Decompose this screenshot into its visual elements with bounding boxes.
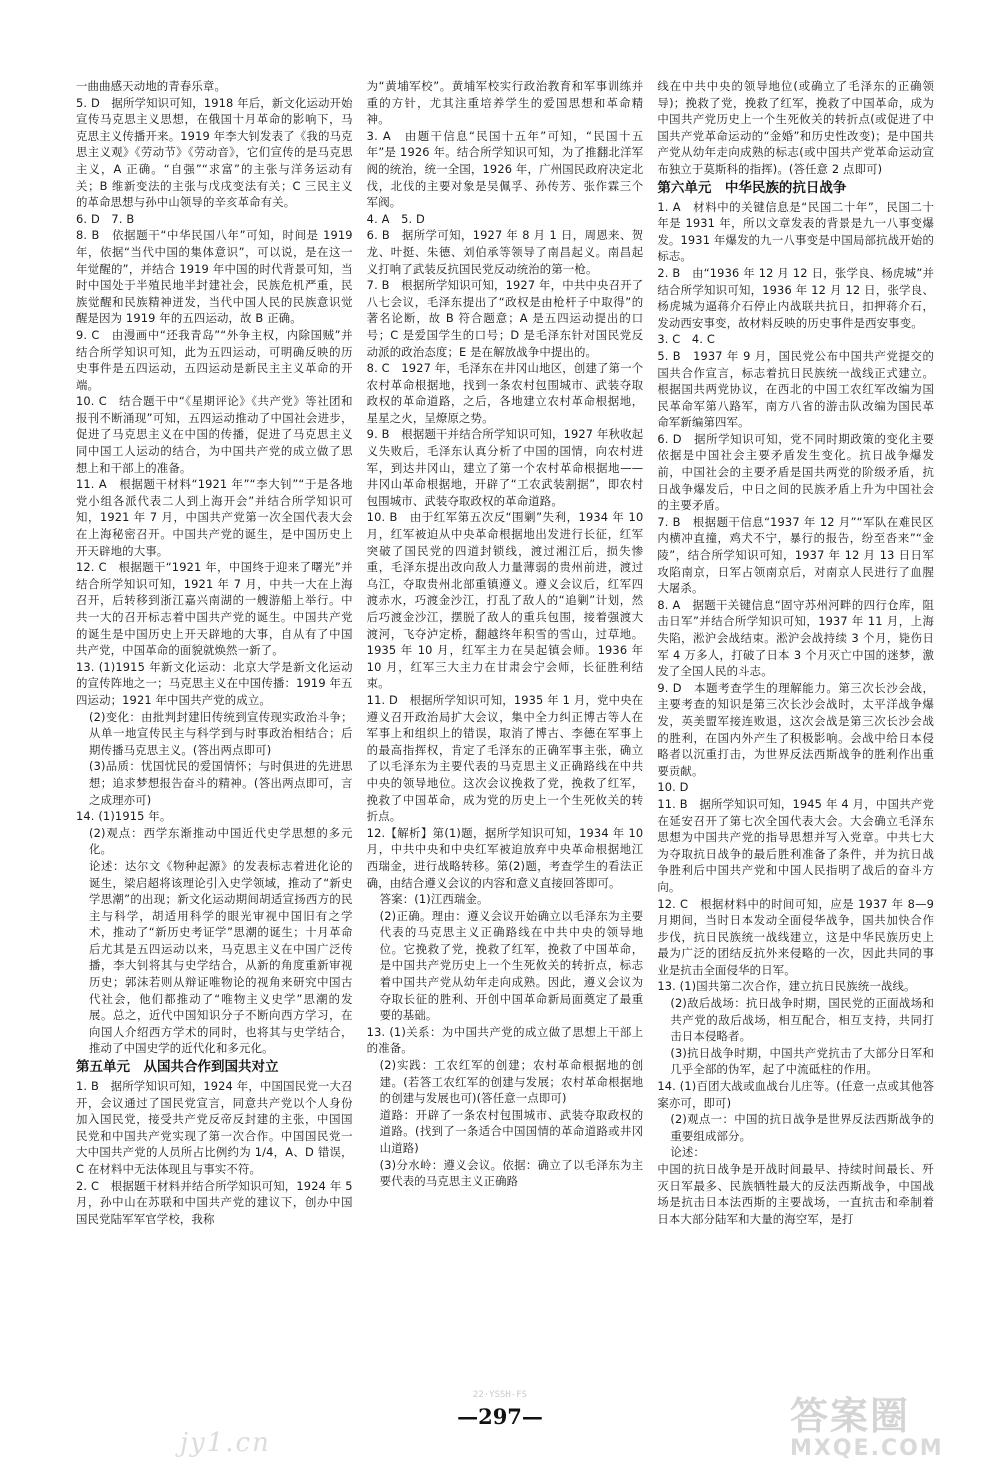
unit-heading: 第六单元 中华民族的抗日战争 [657,179,847,196]
answer-paragraph: (2)实践：工农红军的创建；农村革命根据地的创建。(若答工农红军的创建与发展；农村革命根据地的创建与发展也可)(答任意一点即可) [379,1058,644,1106]
answer-paragraph: 11. A 根据题干材料“1921 年”“李大钊”“于是各地党小组各派代表二人到上海开会”并结合所学知识可知，1921 年 7 月，中国共产党第一次全国代表大会在上海秘密召开。中国共产党的诞生，是中国历史上开天辟地的大事。 [76,477,353,558]
watermark-site-left: jy1.cn [180,1428,271,1458]
answer-paragraph: 为“黄埔军校”。黄埔军校实行政治教育和军事训练并重的方针，尤其注重培养学生的爱国思想和革命精神。 [366,79,644,127]
answer-paragraph: (2)观点：西学东渐推动中国近代史学思想的多元化。 [89,825,353,857]
answer-paragraph: 6. D 据所学知识可知，党不同时期政策的变化主要依据是中国社会主要矛盾发生变化。抗日战争爆发前，中国社会的主要矛盾是国共两党的阶级矛盾，抗日战争爆发后，中日之间的民族矛盾上升为中国社会的主要矛盾。 [657,431,935,513]
answer-paragraph: 2. B 由“1936 年 12 月 12 日，张学良、杨虎城”并结合所学知识可知，1936 年 12 月 12 日，张学良、杨虎城为逼蒋介石停止内战联共抗日，扣押蒋介石，发动西安事变，故材料反映的历史事件是西安事变。 [657,265,935,330]
answer-paragraph: 13. (1)1915 年新文化运动：北京大学是新文化运动的宣传阵地之一；马克思主义在中国传播：1919 年五四运动；1921 年中国共产党的成立。 [76,659,353,707]
answer-paragraph: 12.【解析】第(1)题，据所学知识可知，1934 年 10 月，中共中央和中央红军被迫放弃中央革命根据地江西瑞金，进行战略转移。第(2)题，考查学生的看法正确，由结合遵义会议的内容和意义直接回答即可。 [366,825,644,890]
answer-paragraph: 10. B 由于红军第五次反“围剿”失利，1934 年 10 月，红军被迫从中央革命根据地出发进行长征，红军突破了国民党的四道封锁线，渡过湘江后，损失惨重，毛泽东提出改向敌人力量薄弱的贵州前进，渡过乌江，夺取贵州北部重镇遵义。遵义会议后，红军四渡赤水，巧渡金沙江，打乱了敌人的“追剿”计划，然后巧渡金沙江，摆脱了敌人的重兵包围，接着强渡大渡河，飞夺泸定桥，翻越终年积雪的雪山，过草地。1935 年 10 月，红军主力在吴起镇会师。1936 年 10 月，红军三大主力在甘肃会宁会师，长征胜利结束。 [366,510,644,691]
answer-paragraph: 论述：达尔文《物种起源》的发表标志着进化论的诞生，梁启超将该理论引入史学领域，推动了“新史学思潮”的出现；新文化运动期间胡适宣扬西方的民主与科学，胡适用科学的眼光审视中国旧有之学术，推动了“新历史考证学”思潮的诞生；十月革命后尤其是五四运动以来，马克思主义在中国广泛传播，李大钊将其与史学结合，从新的角度重新审视历史；郭沫若则从辩证唯物论的视角来研究中国古代社会，他们都推动了“唯物主义史学”思潮的发展。总之，近代中国知识分子不断向西方学习，在向国人介绍西方学术的同时，也将其与史学结合，推动了中国史学的近代化和多元化。 [89,858,353,1056]
answer-paragraph: 11. B 据所学知识可知，1945 年 4 月，中国共产党在延安召开了第七次全国代表大会。大会确立毛泽东思想为中国共产党的指导思想并写入党章。中共七大为夺取抗日战争的最后胜利准备了条件，并为抗日战争胜利后中国共产党和中国人民指明了战后的奋斗方向。 [657,796,935,894]
answer-paragraph: 14. (1)1915 年。 [76,809,172,824]
answer-paragraph: (2)变化：由批判封建旧传统到宣传现实政治斗争；从单一地宣传民主与科学到与时事政治相结合；后期传播马克思主义。(答出两点即可) [89,709,353,757]
answer-paragraph: 8. A 据题干关键信息“固守苏州河畔的四行仓库，阻击日军”并结合所学知识可知，1937 年 11 月，上海失陷，淞沪会战结束。淞沪会战持续 3 个月，毙伤日军 4 万多人，打破了日本 3 个月灭亡中国的迷梦，激发了全国人民的斗志。 [657,597,935,679]
answer-paragraph: (2)正确。理由：遵义会议开始确立以毛泽东为主要代表的马克思主义正确路线在中共中央的领导地位。它挽救了党，挽救了红军，挽救了中国革命，是中国共产党历史上一个生死攸关的转折点，标志着中国共产党从幼年走向成熟。因此，遵义会议为夺取长征的胜利、开创中国革命新局面奠定了最重要的基础。 [379,908,644,1023]
watermark-logo-text: 答案圈 [790,1394,911,1438]
column-left [76,78,353,1400]
unit-heading: 第五单元 从国共合作到国共对立 [76,1059,279,1076]
answer-paragraph: (3)分水岭：遵义会议。依据：确立了以毛泽东为主要代表的马克思主义正确路 [379,1157,644,1189]
answer-paragraph: 3. A 由题干信息“民国十五年”可知，“民国十五年”是 1926 年。结合所学知识可知，为了推翻北洋军阀的统治，统一全国，1926 年，广州国民政府决定北伐，北伐的主要对象是吴佩孚、孙传芳、张作霖三个军阀。 [366,128,644,210]
answer-paragraph: 7. B 根据题干信息“1937 年 12 月”“军队在难民区内横冲直撞，鸡犬不宁，暴行的报告，纷至沓来”“金陵”，结合所学知识可知，1937 年 12 月 13 日日军攻陷南京，日军占领南京后，对南京人民进行了血腥大屠杀。 [657,514,935,596]
column-right [657,78,934,1400]
answer-paragraph: 13. (1)国共第二次合作，建立抗日民族统一战线。 [657,979,916,994]
answer-paragraph: 14. (1)百团大战或血战台儿庄等。(任意一点或其他答案亦可，即可) [657,1079,935,1110]
answer-paragraph: 10. C 结合题干中“《星期评论》《共产党》等社团和报刊不断涌现”可知，五四运动推动了中国社会进步，促进了马克思主义在中国的传播，促进了马克思主义同中国工人运动的结合，为中国共产党的成立做了思想上和干部上的准备。 [76,394,353,475]
answer-paragraph: (2)敌后战场：抗日战争时期，国民党的正面战场和共产党的敌后战场，相互配合，相互支持，共同打击日本侵略者。 [670,996,935,1044]
answer-paragraph: 9. D 本题考查学生的理解能力。第三次长沙会战，主要考查的知识是第三次长沙会战时，太平洋战争爆发，英美盟军接连败退，这次会战是第三次长沙会战的胜利，在国内外产生了积极影响。会战中给日本侵略者以沉重打击，为世界反法西斯战争的胜利作出重要贡献。 [657,680,935,778]
answer-paragraph: 5. D 据所学知识可知，1918 年后，新文化运动开始宣传马克思主义思想，在俄国十月革命的影响下，马克思主义传播开来。1919 年李大钊发表了《我的马克思主义观》《劳动节》《劳动音》，它们宣传的是马克思主义，A 正确。“自强”“求富”的主张与洋务运动有关；B 维新变法的主张与戊戌变法有关；C 三民主义的革命思想与孙中山领导的辛亥革命有关。 [76,95,353,210]
answer-paragraph: 一曲曲感天动地的青春乐章。 [76,79,227,93]
answer-paragraph: 中国的抗日战争是开战时间最早、持续时间最长、歼灭日军最多、民族牺牲最大的反法西斯战争，中国战场是抗击日本法西斯的主要战场，一直抗击和牵制着日本大部分陆军和大量的海空军，是打 [657,1162,935,1226]
column-middle [367,78,644,1400]
answer-paragraph: 12. C 根据材料中的时间可知，应是 1937 年 8—9 月期间，当时日本发动全面侵华战争，国共加快合作步伐，抗日民族统一战线建立，这是中华民族历史上最为广泛的团结反抗外来侵略的一次，因此共同的事业是抗击全面侵华的日军。 [657,896,935,977]
watermark-site-right: MXQE.COM [790,1436,944,1461]
answer-paragraph: 7. B 根据所学知识可知，1927 年，中共中央召开了八七会议，毛泽东提出了“政权是由枪杆子中取得”的著名论断，故 B 符合题意；A 是五四运动提出的口号；C 是爱国学生的口号；D 是毛泽东针对国民党反动派的政治态度；E 是在解放战争中提出的。 [366,278,644,359]
answer-paragraph: (3)抗日战争时期，中国共产党抗击了大部分日军和几乎全部的伪军，起了中流砥柱的作用。 [670,1045,935,1077]
answer-paragraph: 8. B 依据题干“中华民国八年”可知，时间是 1919 年，依据“当代中国的集体意识”，可以说，是在这一年觉醒的”，并结合 1919 年中国的时代背景可知，当时中国处于半殖民地半封建社会，民族危机严重，民族觉醒和民族精神迸发，当代中国人民的民族意识觉醒是因为 1919 年的五四运动，故 B 正确。 [76,228,353,326]
answer-paragraph: 5. B 1937 年 9 月，国民党公布中国共产党提交的国共合作宣言，标志着抗日民族统一战线正式建立。根据国共两党协议，在西北的中国工农红军改编为国民革命军第八路军，南方八省的游击队改编为国民革命军新编第四军。 [657,348,935,430]
answer-paragraph: 8. C 1927 年，毛泽东在井冈山地区，创建了第一个农村革命根据地，找到一条农村包围城市、武装夺取政权的革命道路，之后，各地建立农村革命根据地，星星之火，呈燎原之势。 [366,361,644,425]
answer-paragraph: (2)观点一：中国的抗日战争是世界反法西斯战争的重要组成部分。 [670,1112,935,1143]
answer-paragraph: 9. B 根据题干并结合所学知识可知，1927 年秋收起义失败后，毛泽东认真分析了中国的国情，向农村进军，到达井冈山，建立了第一个农村革命根据地——井冈山革命根据地，开辟了“工农武装割据”，即农村包围城市、武装夺取政权的革命道路。 [366,427,644,508]
page-number: —297— [457,1404,543,1429]
answer-paragraph: 11. D 根据所学知识可知，1935 年 1 月，党中央在遵义召开政治局扩大会议，集中全力纠正博古等人在军事上和组织上的错误，取消了博古、李德在军事上的最高指挥权，肯定了毛泽东的正确军事主张，确立了以毛泽东为主要代表的马克思主义正确路线在中共中央的领导地位。这次会议挽救了党，挽救了红军，挽救了中国革命，成为党的历史上一个生死攸关的转折点。 [366,692,644,824]
answer-paragraph: 1. A 材料中的关键信息是“民国二十年”，民国二十年是 1931 年，所以文章发表的背景是九一八事变爆发。1931 年爆发的九一八事变是中国局部抗战开始的标志。 [657,199,935,264]
print-code: 22·YSSH-FS [472,1390,528,1400]
answer-paragraph: 道路：开辟了一条农村包围城市、武装夺取政权的道路。(找到了一条适合中国国情的革命道路或井冈山道路) [379,1107,644,1155]
answer-page [76,78,934,1400]
answer-paragraph: 10. D [657,780,689,795]
answer-paragraph: (3)品质：忧国忧民的爱国情怀；与时俱进的先进思想；追求梦想报告奋斗的精神。(答出两点即可，言之成理亦可) [89,759,353,807]
answer-paragraph: 线在中共中央的领导地位(或确立了毛泽东的正确领导)；挽救了党，挽救了红军，挽救了中国革命，成为中国共产党历史上一个生死攸关的转折点(或促进了中国共产党革命运动的“金婚”和历史性改变)；是中国共产党从幼年走向成熟的标志(或中国共产党革命运动宣布独立于莫斯科的指挥)。(答任意 2 点即可) [657,79,935,176]
answer-paragraph: 6. D 7. B [76,211,135,226]
answer-paragraph: 9. C 由漫画中“还我青岛”“外争主权，内除国贼”并结合所学知识可知，此为五四运动，可明确反映的历史事件是五四运动，五四运动是新民主主义革命的开端。 [76,327,353,392]
answer-paragraph: 论述： [670,1145,705,1160]
watermark-logo [790,1385,970,1465]
answer-paragraph: 13. (1)关系：为中国共产党的成立做了思想上干部上的准备。 [366,1024,644,1056]
answer-paragraph: 12. C 根据题干“1921 年，中国终于迎来了曙光”并结合所学知识可知，1921 年 7 月，中共一大在上海召开，后转移到浙江嘉兴南湖的一艘游船上举行。中共一大的召开标志着中国共产党的诞生。中国共产党的诞生是中国历史上开天辟地的大事，自从有了中国共产党，中国革命的面貌就焕然一新了。 [76,560,353,658]
answer-paragraph: 4. A 5. D [366,211,425,226]
answer-paragraph: 6. B 据所学可知，1927 年 8 月 1 日，周恩来、贺龙、叶挺、朱德、刘伯承等领导了南昌起义。南昌起义打响了武装反抗国民党反动统治的第一枪。 [366,228,644,276]
answer-paragraph: 1. B 据所学知识可知，1924 年，中国国民党一大召开，会议通过了国民党宣言，同意共产党以个人身份加入国民党，接受共产党反帝反封建的主张，中国国民党和中国共产党实现了第一次合作。中国国民党一大中国共产党的人员所占比例约为 1/4，A、D 错误，C 在材料中无法体现且与事实不符。 [76,1079,353,1176]
answer-paragraph: 答案：(1)江西瑞金。 [379,892,489,907]
answer-paragraph: 3. C 4. C [657,332,715,347]
answer-paragraph: 2. C 根据题干材料并结合所学知识可知，1924 年 5 月，孙中山在苏联和中国共产党的建议下，创办中国国民党陆军军官学校，我称 [76,1178,353,1226]
